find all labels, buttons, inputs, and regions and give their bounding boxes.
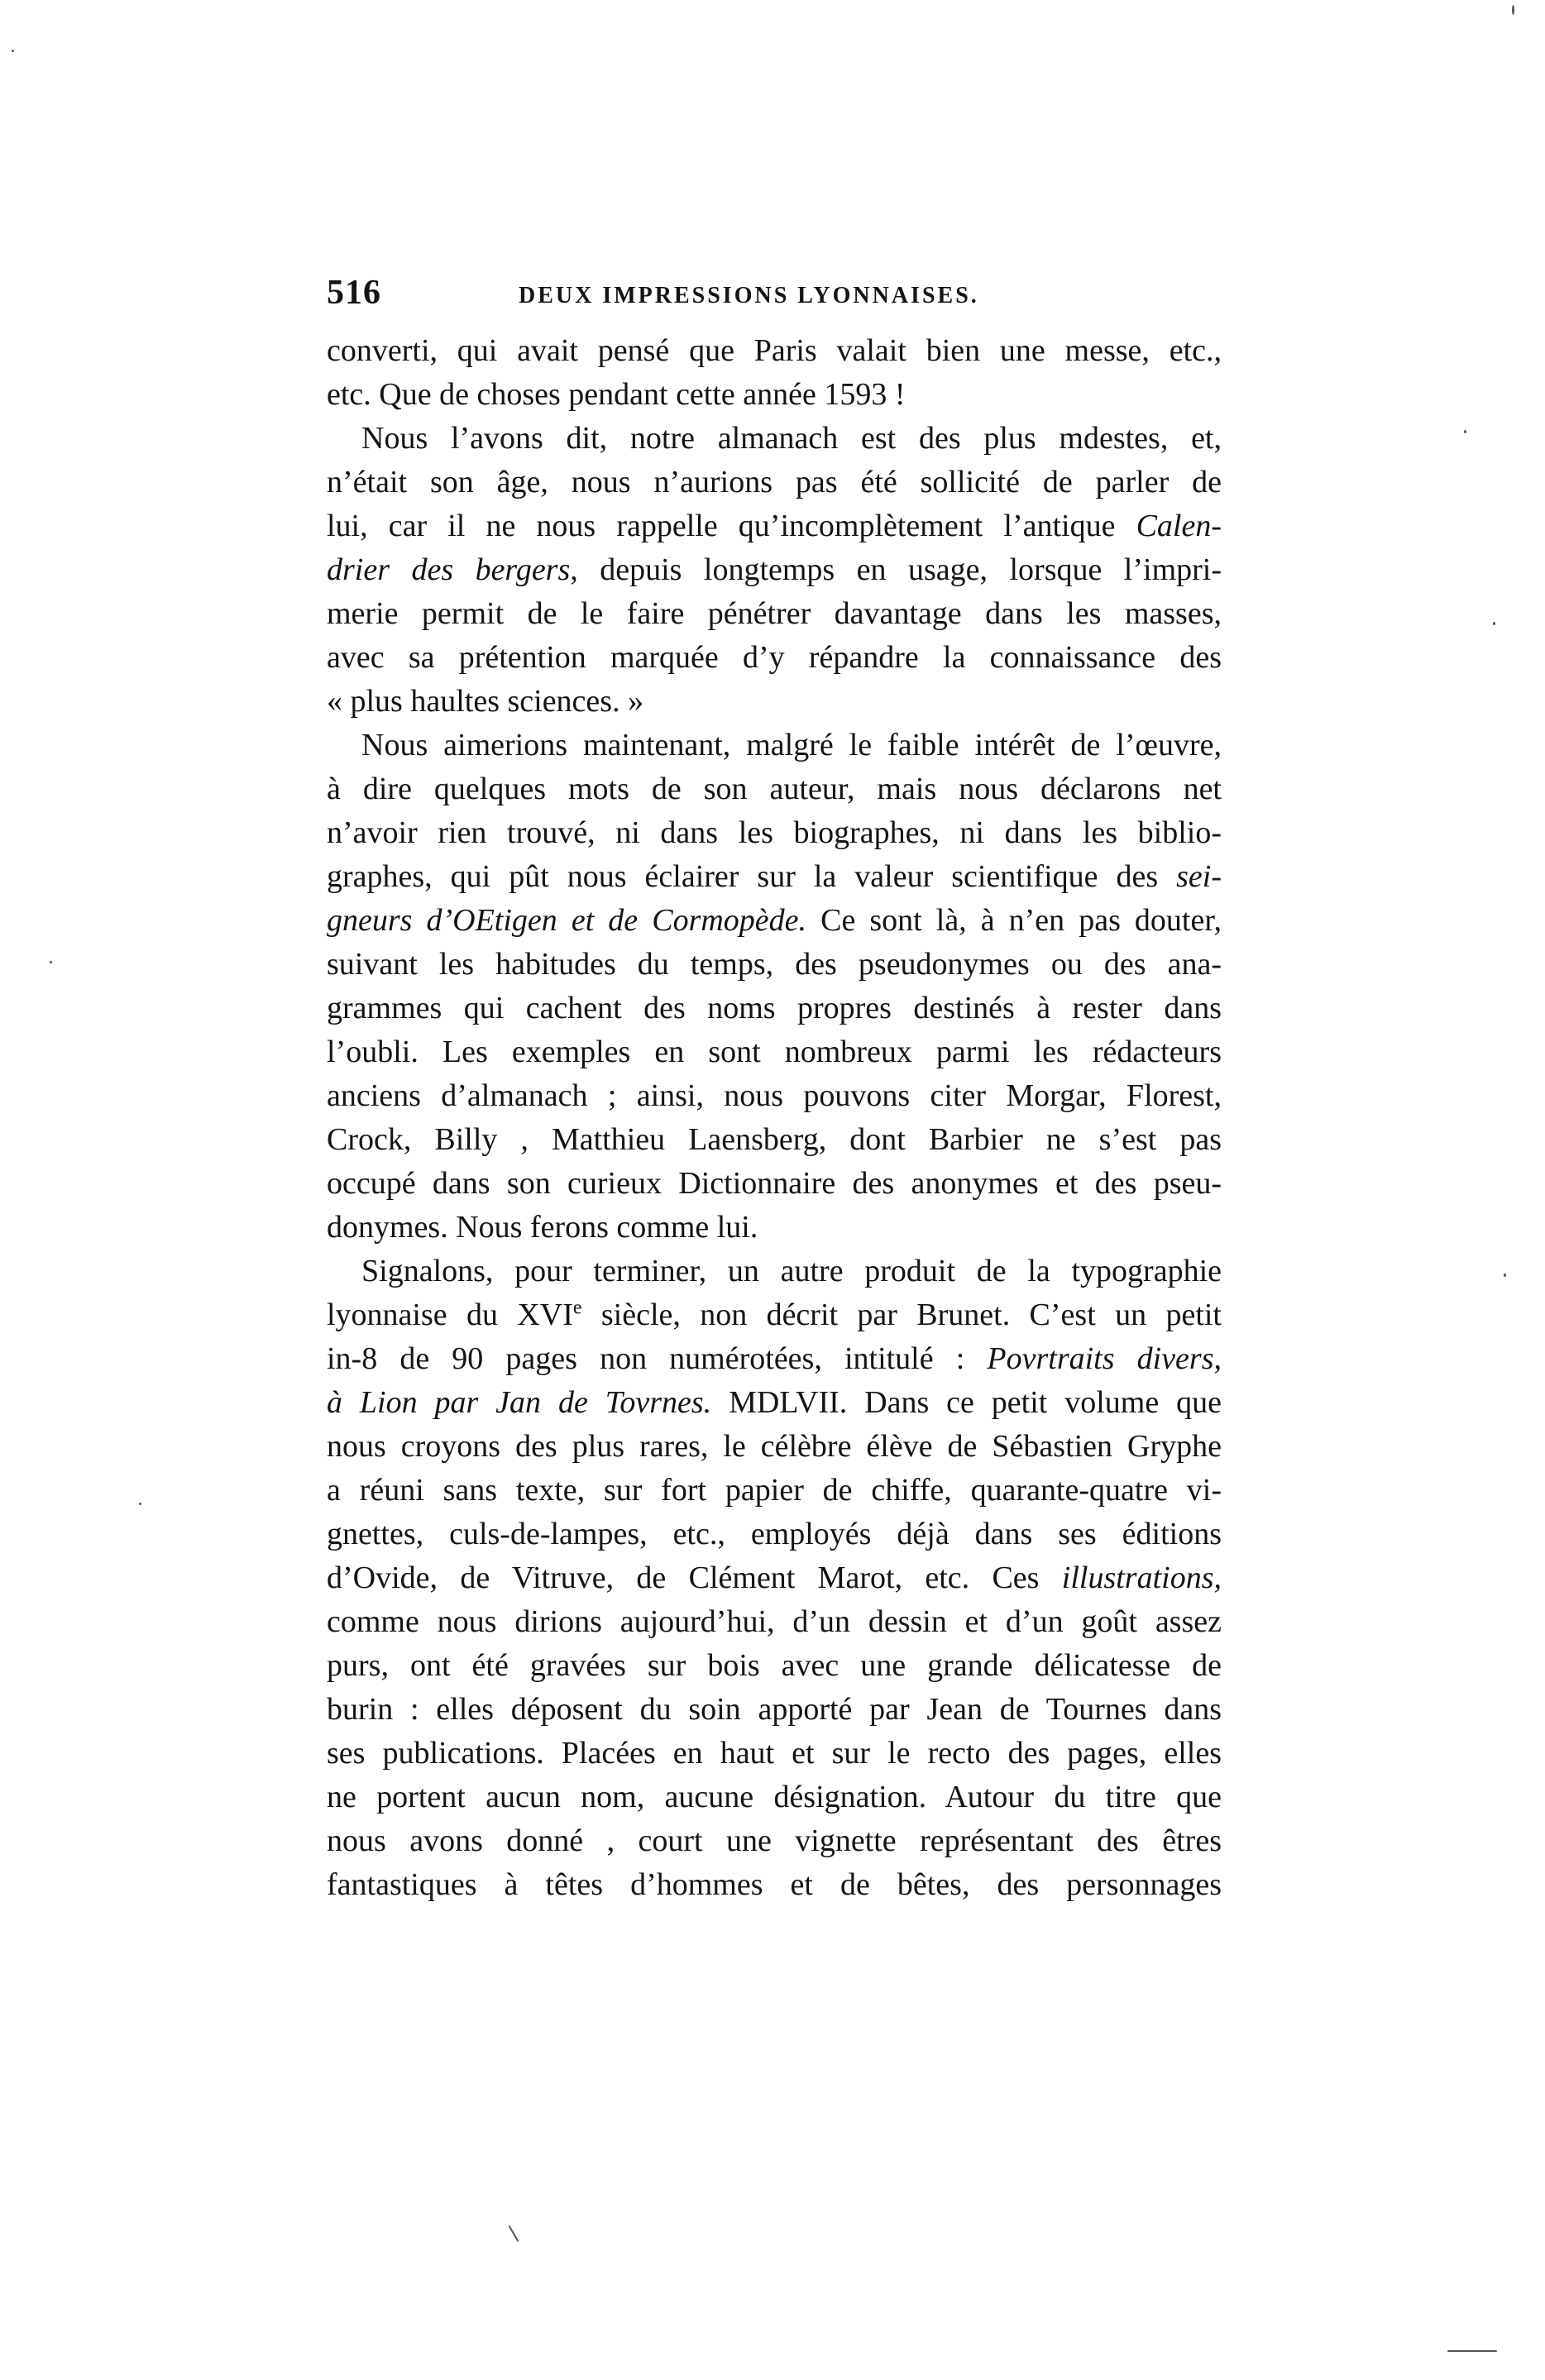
text-line: à dire quelques mots de son auteur, mais nous déclarons net: [327, 772, 1222, 806]
text-line: lyonnaise du XVIe siècle, non décrit par Brunet. C’est un petit: [327, 1297, 1222, 1332]
body-text: [327, 329, 1222, 1907]
text-line: grammes qui cachent des noms propres destinés à rester dans: [327, 991, 1222, 1025]
text-line: Nous aimerions maintenant, malgré le faible intérêt de l’œuvre,: [361, 728, 1222, 762]
scan-speck: [139, 1503, 141, 1505]
scan-speck: [1512, 5, 1514, 15]
text-line: suivant les habitudes du temps, des pseudonymes ou des ana-: [327, 947, 1222, 982]
text-line: merie permit de le faire pénétrer davantage dans les masses,: [327, 596, 1222, 631]
text-line: drier des bergers, depuis longtemps en usage, lorsque l’impri-: [327, 552, 1222, 587]
text-line: à Lion par Jan de Tovrnes. MDLVII. Dans ce petit volume que: [327, 1385, 1222, 1420]
text-line: fantastiques à têtes d’hommes et de bêtes, des personnages: [327, 1867, 1222, 1902]
text-line: nous croyons des plus rares, le célèbre élève de Sébastien Gryphe: [327, 1429, 1222, 1464]
page-header: [327, 273, 1228, 323]
text-line: purs, ont été gravées sur bois avec une grande délicatesse de: [327, 1648, 1222, 1683]
text-line: avec sa prétention marquée d’y répandre la connaissance des: [327, 640, 1222, 675]
text-line: ne portent aucun nom, aucune désignation. Autour du titre que: [327, 1780, 1222, 1814]
text-line: gneurs d’OEtigen et de Cormopède. Ce sont là, à n’en pas douter,: [327, 903, 1222, 938]
scan-speck: [1447, 2350, 1497, 2352]
text-line: Signalons, pour terminer, un autre produit de la typographie: [361, 1254, 1222, 1288]
text-line: nous avons donné , court une vignette représentant des êtres: [327, 1823, 1222, 1858]
scan-speck: [1493, 622, 1495, 625]
text-line: ses publications. Placées en haut et sur le recto des pages, elles: [327, 1736, 1222, 1771]
text-line: burin : elles déposent du soin apporté par Jean de Tournes dans: [327, 1692, 1222, 1727]
scan-speck: [1504, 1274, 1506, 1277]
running-title: DEUX IMPRESSIONS LYONNAISES.: [519, 283, 979, 308]
text-line: l’oubli. Les exemples en sont nombreux parmi les rédacteurs: [327, 1035, 1222, 1069]
text-line: lui, car il ne nous rappelle qu’incomplètement l’antique Calen-: [327, 509, 1222, 543]
scan-speck: [12, 50, 14, 52]
text-line: « plus haultes sciences. »: [327, 684, 644, 719]
text-line: gnettes, culs-de-lampes, etc., employés déjà dans ses éditions: [327, 1517, 1222, 1551]
text-line: donymes. Nous ferons comme lui.: [327, 1210, 758, 1245]
text-line: etc. Que de choses pendant cette année 1593 !: [327, 377, 906, 412]
text-line: converti, qui avait pensé que Paris valait bien une messe, etc.,: [327, 333, 1222, 368]
text-line: Nous l’avons dit, notre almanach est des plus mdestes, et,: [361, 421, 1222, 456]
text-line: comme nous dirions aujourd’hui, d’un dessin et d’un goût assez: [327, 1604, 1222, 1639]
text-line: in-8 de 90 pages non numérotées, intitulé : Povrtraits divers,: [327, 1341, 1222, 1376]
text-line: Crock, Billy , Matthieu Laensberg, dont Barbier ne s’est pas: [327, 1122, 1222, 1157]
text-line: anciens d’almanach ; ainsi, nous pouvons citer Morgar, Florest,: [327, 1078, 1222, 1113]
text-line: n’était son âge, nous n’aurions pas été sollicité de parler de: [327, 465, 1222, 499]
text-line: a réuni sans texte, sur fort papier de chiffe, quarante-quatre vi-: [327, 1473, 1222, 1508]
page-number: 516: [327, 274, 381, 312]
scan-speck: [1464, 430, 1466, 433]
scan-speck: [50, 961, 52, 963]
text-line: d’Ovide, de Vitruve, de Clément Marot, etc. Ces illustrations,: [327, 1560, 1222, 1595]
scan-speck: [509, 2225, 519, 2242]
text-line: graphes, qui pût nous éclairer sur la valeur scientifique des sei-: [327, 859, 1222, 894]
text-line: n’avoir rien trouvé, ni dans les biographes, ni dans les biblio-: [327, 815, 1222, 850]
text-line: occupé dans son curieux Dictionnaire des anonymes et des pseu-: [327, 1166, 1222, 1201]
